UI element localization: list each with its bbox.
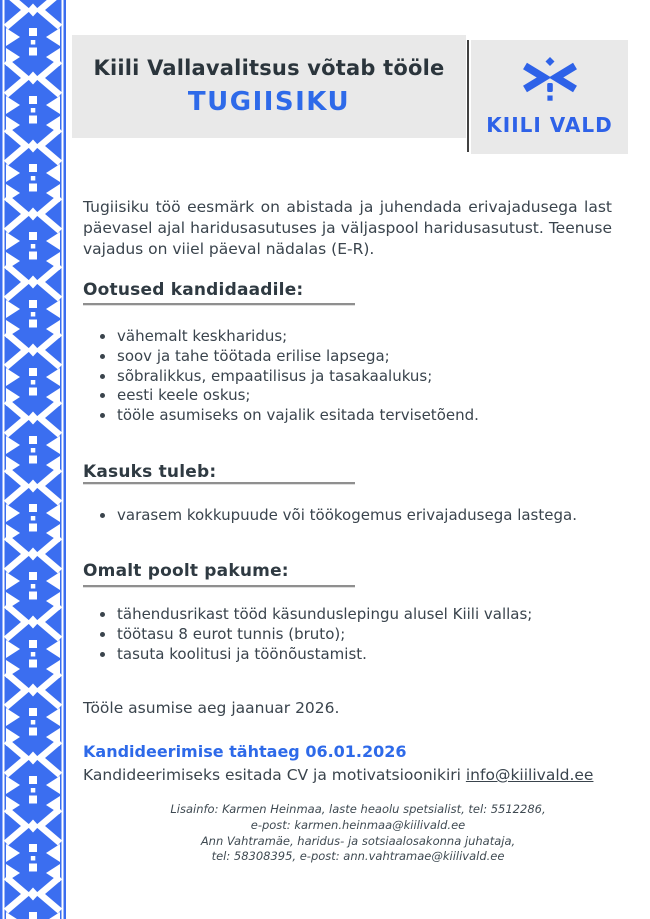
folk-pattern-border-icon bbox=[0, 0, 66, 919]
start-date-line: Tööle asumise aeg jaanuar 2026. bbox=[83, 699, 340, 717]
list-item: • tähendusrikast tööd käsunduslepingu alusel Kiili vallas; bbox=[116, 605, 532, 625]
list-item: • töötasu 8 eurot tunnis (bruto); bbox=[116, 625, 532, 645]
section-rule bbox=[83, 585, 355, 588]
application-instructions-text: Kandideerimiseks esitada CV ja motivatsioonikiri bbox=[83, 766, 466, 784]
contact-line: Lisainfo: Karmen Heinmaa, laste heaolu spetsialist, tel: 5512286, bbox=[170, 802, 546, 816]
contact-info bbox=[66, 802, 650, 865]
list-item: • vähemalt keskharidus; bbox=[116, 327, 479, 347]
offer-list bbox=[99, 605, 532, 664]
employer-title: Kiili Vallavalitsus võtab tööle bbox=[93, 56, 445, 80]
advantages-list bbox=[99, 506, 577, 526]
intro-paragraph: Tugiisiku töö eesmärk on abistada ja juhendada erivajadusega last päevasel ajal haridusasutuses ja väljaspool haridusasutust. Teenuse vajadus on viiel päeval nädalas (E-R). bbox=[83, 197, 612, 258]
section-heading-advantages: Kasuks tuleb: bbox=[83, 462, 217, 482]
dragonfly-logo-icon bbox=[519, 57, 581, 109]
contact-line: e-post: karmen.heinmaa@kiilivald.ee bbox=[250, 817, 466, 832]
section-heading-expectations: Ootused kandidaadile: bbox=[83, 280, 304, 300]
section-rule bbox=[83, 482, 355, 485]
contact-line: Ann Vahtramäe, haridus- ja sotsiaalosakonna juhataja, bbox=[200, 833, 516, 848]
list-item: • eesti keele oskus; bbox=[116, 386, 479, 406]
contact-line: tel: 58308395, e-post: ann.vahtramae@kiilivald.ee bbox=[211, 849, 505, 864]
email-link[interactable]: info@kiilivald.ee bbox=[465, 766, 594, 784]
municipality-logo bbox=[471, 40, 628, 154]
list-item: • tööle asumiseks on vajalik esitada tervisetõend. bbox=[116, 406, 479, 426]
list-item: • varasem kokkupuude või töökogemus erivajadusega lastega. bbox=[116, 506, 577, 526]
logo-wordmark: KIILI VALD bbox=[486, 113, 613, 137]
header-title-box bbox=[72, 35, 466, 138]
list-item: • tasuta koolitusi ja töönõustamist. bbox=[116, 645, 532, 665]
list-item: • soov ja tahe töötada erilise lapsega; bbox=[116, 347, 479, 367]
list-item: • sõbralikkus, empaatilisus ja tasakaalukus; bbox=[116, 367, 479, 387]
header-divider-line bbox=[467, 40, 469, 152]
section-rule bbox=[83, 303, 355, 306]
expectations-list bbox=[99, 327, 479, 426]
job-title: TUGIISIKU bbox=[187, 87, 351, 117]
section-heading-offer: Omalt poolt pakume: bbox=[83, 561, 289, 581]
application-instructions bbox=[83, 766, 593, 784]
application-deadline: Kandideerimise tähtaeg 06.01.2026 bbox=[83, 742, 407, 761]
